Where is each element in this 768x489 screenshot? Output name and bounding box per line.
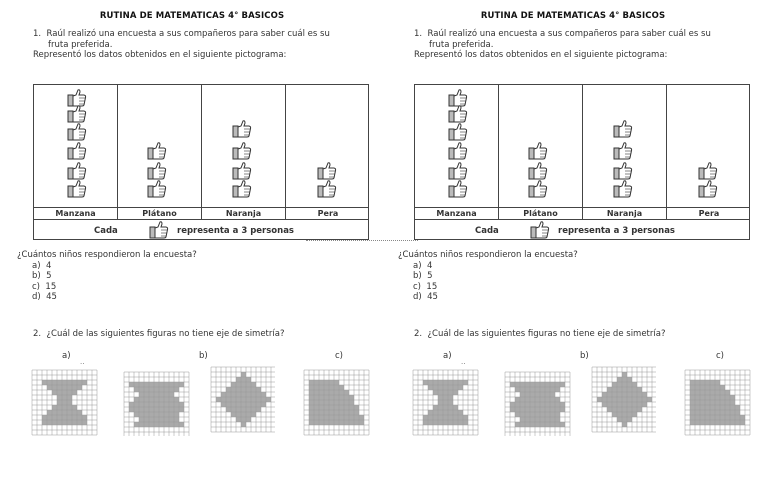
thumbs-up-icon — [448, 123, 468, 141]
answer-option — [398, 261, 578, 272]
pictogram-column — [415, 85, 499, 207]
pictogram-column — [667, 85, 751, 207]
option-value: 5 — [427, 271, 433, 281]
option-value: 15 — [45, 281, 57, 292]
question-2-text: ¿Cuál de las siguientes figuras no tiene eje de simetría? — [46, 329, 285, 339]
question-1-line2: fruta preferida. — [48, 39, 113, 50]
thumbs-up-icon — [67, 105, 87, 123]
page-title: RUTINA DE MATEMATICAS 4° BASICOS — [99, 11, 285, 21]
answer-option — [17, 271, 197, 282]
thumbs-up-icon — [448, 180, 468, 198]
thumbs-up-icon — [147, 162, 167, 180]
thumbs-up-icon — [448, 105, 468, 123]
thumbs-up-icon — [448, 162, 468, 180]
question-1-line1: Raúl realizó una encuesta a sus compañeros para saber cuál es su — [46, 29, 330, 39]
thumbs-up-icon — [528, 180, 548, 198]
answer-option — [398, 271, 578, 282]
pictogram — [414, 84, 750, 240]
option-value: 45 — [427, 292, 438, 302]
question-1-line2: fruta preferida. — [429, 39, 494, 50]
option-key: a) — [413, 260, 422, 271]
thumbs-up-icon — [67, 162, 87, 180]
figure-dots: ·· — [461, 360, 466, 368]
question-2 — [414, 329, 665, 339]
question-1b — [17, 250, 197, 303]
thumbs-up-icon — [67, 123, 87, 141]
question-2-text: ¿Cuál de las siguientes figuras no tiene eje de simetría? — [427, 329, 666, 339]
figure-a-label: a) — [62, 351, 71, 361]
thumbs-up-icon — [147, 142, 167, 160]
thumbs-up-icon — [698, 180, 718, 198]
option-key: a) — [32, 260, 41, 271]
pictogram-legend — [34, 220, 368, 240]
thumbs-up-icon — [232, 120, 252, 138]
pictogram-column — [34, 85, 118, 207]
thumbs-up-icon — [530, 221, 550, 239]
thumbs-up-icon — [448, 142, 468, 160]
thumbs-up-icon — [67, 180, 87, 198]
figure-a-hourglass — [30, 368, 102, 438]
figure-c-irregular — [302, 368, 372, 436]
answer-option — [17, 261, 197, 272]
figure-b-label: b) — [199, 351, 208, 361]
option-key: b) — [32, 271, 41, 281]
legend-prefix: Cada — [475, 226, 499, 236]
question-1-line1: Raúl realizó una encuesta a sus compañeros para saber cuál es su — [427, 29, 711, 39]
page-title: RUTINA DE MATEMATICAS 4° BASICOS — [480, 11, 666, 21]
pictogram-label: Plátano — [499, 208, 583, 219]
thumbs-up-icon — [149, 221, 169, 239]
thumbs-up-icon — [232, 162, 252, 180]
figure-c-label: c) — [335, 351, 343, 361]
figure-a-label: a) — [443, 351, 452, 361]
figure-b-diamond — [209, 365, 275, 433]
question-1b-text: ¿Cuántos niños respondieron la encuesta? — [17, 250, 197, 260]
figure-a2-hexagon — [122, 370, 190, 436]
thumbs-up-icon — [698, 162, 718, 180]
worksheet-right — [381, 0, 765, 489]
pictogram-label: Manzana — [415, 208, 499, 219]
pictogram-labels — [34, 207, 368, 220]
thumbs-up-icon — [317, 162, 337, 180]
question-1-number: 1. — [33, 29, 42, 39]
option-key: c) — [413, 281, 421, 292]
thumbs-up-icon — [528, 162, 548, 180]
question-1 — [33, 29, 373, 61]
pictogram-column — [286, 85, 370, 207]
pictogram-column — [118, 85, 202, 207]
question-1b-text: ¿Cuántos niños respondieron la encuesta? — [398, 250, 578, 260]
question-1-line3: Representó los datos obtenidos en el siguiente pictograma: — [33, 50, 287, 60]
pictogram-label: Manzana — [34, 208, 118, 219]
figure-b-label: b) — [580, 351, 589, 361]
figure-dots: ·· — [80, 360, 85, 368]
thumbs-up-icon — [613, 120, 633, 138]
pictogram-labels — [415, 207, 749, 220]
thumbs-up-icon — [613, 142, 633, 160]
answer-option — [17, 292, 197, 303]
option-value: 5 — [46, 271, 52, 281]
thumbs-up-icon — [317, 180, 337, 198]
option-value: 15 — [426, 281, 438, 292]
option-key: b) — [413, 271, 422, 281]
pictogram-column — [202, 85, 286, 207]
figure-a2-hexagon — [503, 370, 571, 436]
question-1-number: 1. — [414, 29, 423, 39]
question-2 — [33, 329, 284, 339]
pictogram-column — [499, 85, 583, 207]
thumbs-up-icon — [613, 180, 633, 198]
answer-option — [17, 282, 197, 293]
legend-prefix: Cada — [94, 226, 118, 236]
figure-c-label: c) — [716, 351, 724, 361]
pictogram-column — [583, 85, 667, 207]
option-value: 45 — [46, 292, 57, 302]
option-key: d) — [32, 292, 41, 302]
pictogram — [33, 84, 369, 240]
figure-c-irregular — [683, 368, 753, 436]
option-value: 4 — [45, 260, 52, 271]
pictogram-label: Naranja — [202, 208, 286, 219]
question-2-number: 2. — [414, 329, 423, 339]
figure-b-diamond — [590, 365, 656, 433]
question-2-number: 2. — [33, 329, 42, 339]
thumbs-up-icon — [147, 180, 167, 198]
pictogram-label: Naranja — [583, 208, 667, 219]
legend-suffix: representa a 3 personas — [558, 226, 675, 236]
thumbs-up-icon — [528, 142, 548, 160]
figure-a-hourglass — [411, 368, 483, 438]
option-key: d) — [413, 292, 422, 302]
thumbs-up-icon — [613, 162, 633, 180]
thumbs-up-icon — [232, 142, 252, 160]
pictogram-label: Pera — [698, 209, 720, 218]
option-value: 4 — [426, 260, 433, 271]
pictogram-label: Pera — [317, 209, 339, 218]
pictogram-label: Plátano — [118, 208, 202, 219]
legend-suffix: representa a 3 personas — [177, 226, 294, 236]
option-key: c) — [32, 281, 40, 292]
thumbs-up-icon — [67, 142, 87, 160]
question-1 — [414, 29, 754, 61]
answer-option — [398, 282, 578, 293]
question-1b — [398, 250, 578, 303]
question-1-line3: Representó los datos obtenidos en el siguiente pictograma: — [414, 50, 668, 60]
answer-option — [398, 292, 578, 303]
pictogram-legend — [415, 220, 749, 240]
thumbs-up-icon — [232, 180, 252, 198]
